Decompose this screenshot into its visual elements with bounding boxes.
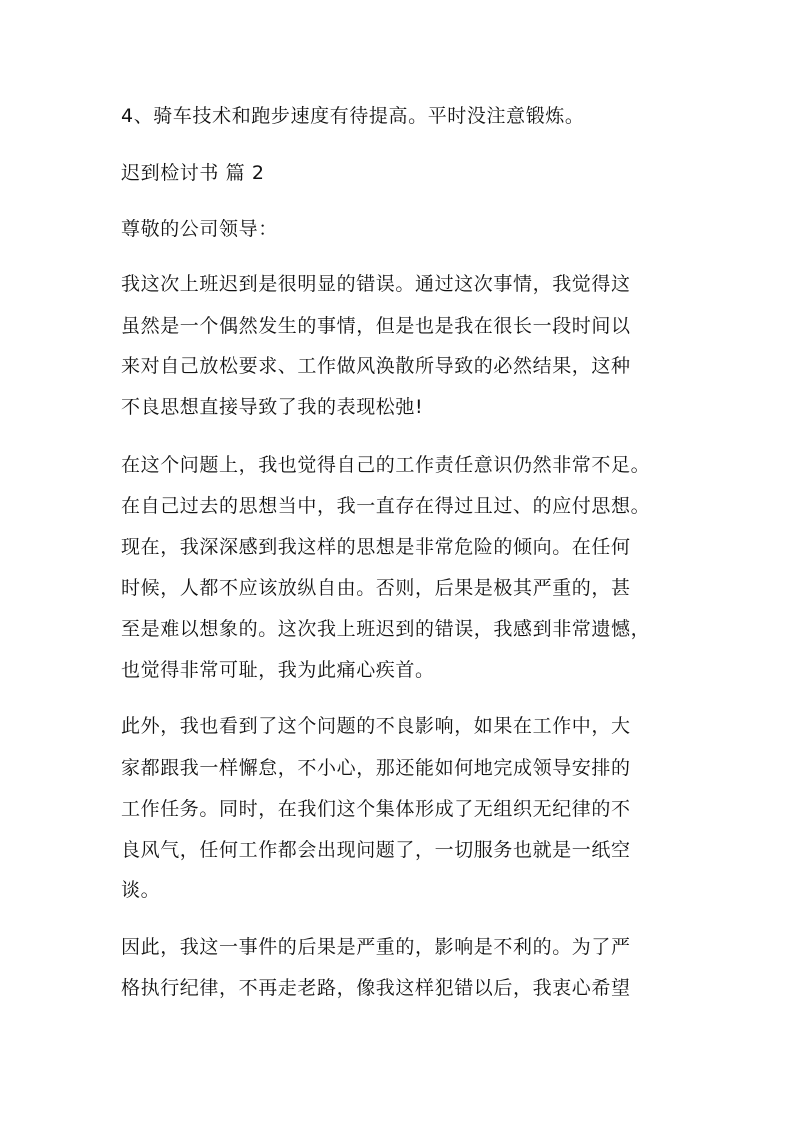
paragraph-line: 现在，我深深感到我这样的思想是非常危险的倾向。在任何 xyxy=(121,536,631,558)
salutation: 尊敬的公司领导： xyxy=(121,218,278,240)
section-title: 迟到检讨书 篇 2 xyxy=(121,162,265,184)
paragraph-line: 不良思想直接导致了我的表现松弛! xyxy=(121,396,424,418)
paragraph-line: 至是难以想象的。这次我上班迟到的错误，我感到非常遗憾， xyxy=(121,618,651,640)
paragraph-line: 时候，人都不应该放纵自由。否则，后果是极其严重的，甚 xyxy=(121,577,631,599)
paragraph-line: 我这次上班迟到是很明显的错误。通过这次事情，我觉得这 xyxy=(121,273,631,295)
paragraph-line: 来对自己放松要求、工作做风涣散所导致的必然结果，这种 xyxy=(121,355,631,377)
paragraph-line: 也觉得非常可耻，我为此痛心疾首。 xyxy=(121,659,435,681)
paragraph-line: 此外，我也看到了这个问题的不良影响，如果在工作中，大 xyxy=(121,715,631,737)
paragraph-line: 谈。 xyxy=(121,879,161,901)
paragraph-line: 因此，我这一事件的后果是严重的，影响是不利的。为了严 xyxy=(121,936,631,958)
paragraph-line: 良风气，任何工作都会出现问题了，一切服务也就是一纸空 xyxy=(121,839,631,861)
intro-list-item: 4、骑车技术和跑步速度有待提高。平时没注意锻炼。 xyxy=(121,105,585,127)
paragraph-line: 格执行纪律，不再走老路，像我这样犯错以后，我衷心希望 xyxy=(121,977,631,999)
paragraph-line: 在这个问题上，我也觉得自己的工作责任意识仍然非常不足。 xyxy=(121,454,651,476)
paragraph-line: 虽然是一个偶然发生的事情，但是也是我在很长一段时间以 xyxy=(121,315,631,337)
paragraph-line: 在自己过去的思想当中，我一直存在得过且过、的应付思想。 xyxy=(121,495,651,517)
paragraph-line: 家都跟我一样懈怠，不小心，那还能如何地完成领导安排的 xyxy=(121,757,631,779)
paragraph-line: 工作任务。同时，在我们这个集体形成了无组织无纪律的不 xyxy=(121,798,631,820)
